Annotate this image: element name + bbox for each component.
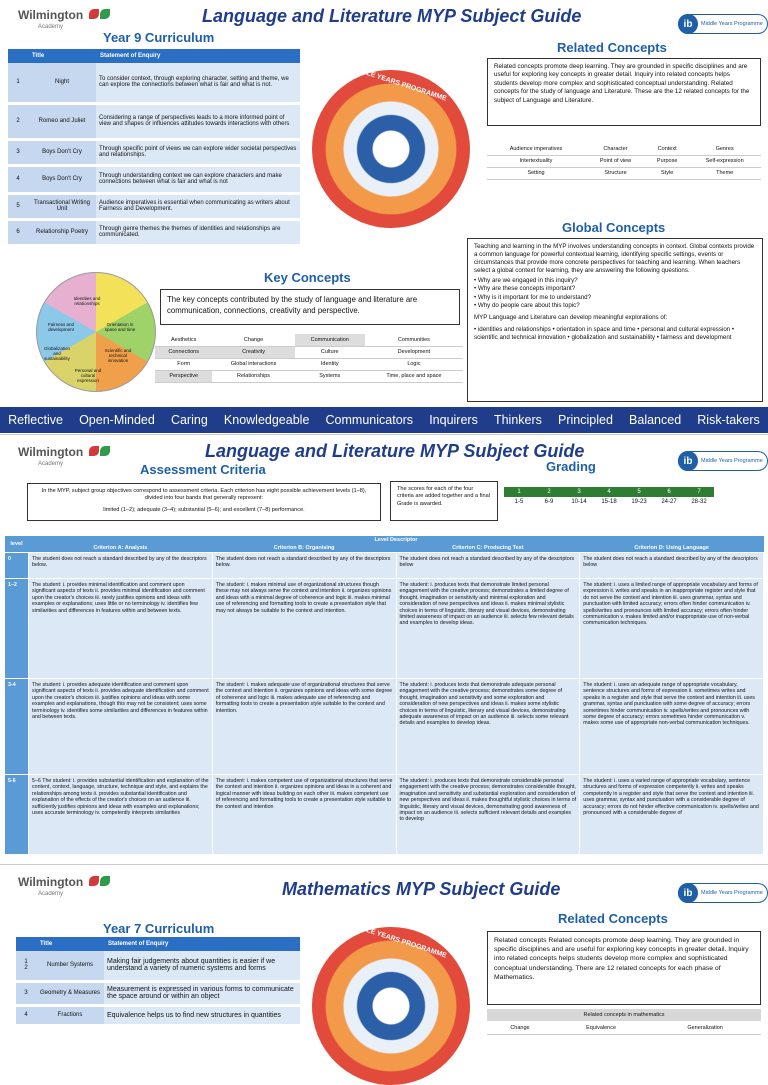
descriptor-cell: The student: i. makes minimal use of organizational structures though these may not always serve the context and intention ii. organizes opinions and ideas with a minimal degree of coherence and logic iii. makes minimal use of referencing and formatting tools to create a presentation style that may not always be suitable to the context and intention. [212,579,396,679]
school-logo [18,443,110,467]
related-concepts-text: Related concepts promote deep learning. They are grounded in specific disciplines and are useful for exploring key concepts in greater detail. Inquiry into related concepts helps students develop more complex and sophisticated conceptual understanding. Related concepts for the study of language and Literature. These are the 12 related concepts for the subject of Language and Literature. [487,58,761,126]
descriptor-cell: The student: i. provides minimal identification and comment upon significant aspects of texts ii. provides minimal identification and comment upon the creator's choices iii. rarely justifies opinions and ideas with examples or explanations; uses little or no terminology iv. identifies few similarities and differences in features within and between texts. [29,579,213,679]
table-row [5,579,764,679]
key-concepts-heading: Key Concepts [264,270,351,285]
page-title: Language and Literature MYP Subject Guide [205,441,585,461]
profile-attribute: Inquirers [429,413,478,427]
assessment-heading: Assessment Criteria [140,462,266,477]
page-language-literature [0,0,768,403]
logo-subtext: Academy [38,891,64,897]
concept-cell: Generalization [649,1022,761,1034]
global-contexts-list: • identities and relationships • orientation in space and time • personal and cultural expression • scientific and technical innovation • globalization and sustainability • fairness and development [474,325,735,341]
global-bullet: • Why do people care about this topic? [474,301,580,309]
criterion-header: Criterion B: Organising [212,544,396,553]
logo-text: Wilmington [18,875,84,889]
logo-text: Wilmington [18,445,84,459]
logo-leaf-icon [89,446,99,456]
global-text-2: MYP Language and Literature can develop meaningful explorations of: [474,313,668,321]
learner-profile-bar [0,407,768,433]
page-title: Language and Literature MYP Subject Guide [202,6,582,26]
ib-icon: ib [678,14,698,34]
key-concept-cell: Perspective [155,370,212,382]
descriptor-cell: The student does not reach a standard described by any of the descriptors below. [212,553,396,579]
key-concept-cell: Logic [365,358,463,370]
page-title: Mathematics MYP Subject Guide [282,879,561,899]
grading-heading: Grading [546,459,596,474]
math-grid-title: Related concepts in mathematics [487,1009,761,1021]
globe-label: Scientific and technical innovation [104,348,132,363]
grade-range: 6-9 [544,499,554,505]
row-number-1: 1 [24,959,28,966]
criterion-header: Criterion D: Using Language [580,544,764,553]
table-row [8,219,300,245]
ib-icon: ib [678,883,698,903]
row-statement: To consider context, through exploring character, setting and theme, we can explore the connections between what is fair and what is not. [96,63,300,103]
concept-cell: Genres [688,143,761,155]
grade-range: 15-18 [601,499,617,505]
row-number: 4 [16,1005,36,1025]
grade-range: 24-27 [661,499,677,505]
row-statement: Through understanding context we can explore characters and make connections between what is fair and what is not [96,165,300,193]
ib-myp-logo [678,451,768,471]
descriptor-cell: The student: i. makes competent use of organizational structures that serve the context and intention ii. organizes opinions and ideas in a coherent and logical manner with ideas building on each other iii. makes competent use of referencing and formatting tools to create a presentation style suitable to the context and intention [212,775,396,855]
profile-attribute: Reflective [8,413,63,427]
row-title: Boys Don't Cry [28,139,96,165]
curriculum-heading: Year 7 Curriculum [103,921,215,936]
col-enquiry: Statement of Enquiry [96,49,300,63]
global-bullet: • Why are we engaged in this inquiry? [474,277,578,285]
key-concept-cell: Communication [295,334,365,346]
table-row [8,139,300,165]
logo-leaf-icon [100,9,110,19]
level-cell: 5-6 [5,775,29,855]
table-row [16,981,300,1005]
profile-attribute: Knowledgeable [223,413,310,427]
row-statement: Equivalence helps us to find new structures in quantities [104,1005,300,1025]
descriptor-cell: The student: i. uses an adequate range of appropriate vocabulary, sentence structures and forms of expression ii. sometimes writes and speaks in a register and style that serve the context and intention iii. uses grammar, syntax and punctuation with some degree of accuracy; errors sometimes hinder communication iv. spells/writes and pronounces with some degree of accuracy; errors sometimes hinder communication v. makes some use of appropriate non-verbal communication techniques. [580,679,764,775]
table-row [5,679,764,775]
row-statement: Audience imperatives is essential when communicating as writers about Fairness and Development. [96,193,300,219]
wheel-label: MIDDLE YEARS PROGRAMME [348,921,448,960]
concept-cell: Style [646,167,688,179]
table-row [5,553,764,579]
grade-range: 28-32 [691,499,707,505]
row-title: Romeo and Juliet [28,103,96,139]
col-enquiry: Statement of Enquiry [104,937,300,951]
level-header: level [5,536,29,553]
descriptor-cell: The student does not reach a standard described by any of the descriptors below [580,553,764,579]
row-number [16,951,36,981]
logo-leaf-icon [89,876,99,886]
key-concept-cell: Aesthetics [155,334,212,346]
globe-label: Fairness and development [47,322,74,332]
logo-subtext: Academy [38,461,64,467]
logo-leaf-icon [89,9,99,19]
table-row [5,775,764,855]
key-concept-cell: Systems [295,370,365,382]
row-title: Number Systems [36,951,104,981]
descriptor-cell: The student: i. produces texts that demonstrate considerable personal engagement with the creative process; demonstrates considerable thought, imagination and sensitivity and substantial exploration and consideration of new perspectives and ideas ii. makes thoughtful stylistic choices in terms of linguistic, literary and visual devices, demonstrating good awareness of impact on an audience iii. selects sufficient relevant details and examples to develop [396,775,580,855]
global-concepts-box [467,238,763,402]
assessment-text: In the MYP, subject group objectives correspond to assessment criteria. Each criterion has eight possible achievement levels (1–8), divided into four bands that generally represent: [41,488,367,502]
grade-range: 19-23 [631,499,647,505]
logo-subtext: Academy [38,24,64,30]
ib-logo-text: Middle Years Programme [701,458,763,464]
related-concepts-grid [487,143,761,180]
profile-attribute: Risk-takers [697,413,760,427]
key-concept-cell: Global interactions [212,358,294,370]
row-title: Transactional Writing Unit [28,193,96,219]
profile-attribute: Communicators [325,413,414,427]
table-row [8,103,300,139]
row-title: Geometry & Measures [36,981,104,1005]
key-concept-cell: Time, place and space [365,370,463,382]
myp-programme-wheel [312,927,470,1085]
assessment-text-box [27,483,381,521]
descriptor-cell: The student: i. uses a varied range of appropriate vocabulary, sentence structures and forms of expression competently ii. writes and speaks competently in a register and style that serve the context and intention iii. uses grammar, syntax and punctuation with a considerable degree of accuracy; errors do not hinder effective communication iv. spells/writes and pronounced with a considerable degree of [580,775,764,855]
grade-range: 10-14 [571,499,587,505]
profile-attribute: Balanced [629,413,682,427]
global-bullet: • Why are these concepts important? [474,285,576,293]
concept-cell: Setting [487,167,585,179]
row-statement: Making fair judgements about quantities is easier if we understand a variety of numeric systems and forms [104,951,300,981]
col-title: Title [36,937,104,951]
table-row [8,63,300,103]
concept-cell: Self-expression [688,155,761,167]
globe-label: Personal and cultural expression [74,368,102,383]
descriptor-cell: The student: i. uses a limited range of appropriate vocabulary and forms of expression ii. writes and speaks in an inappropriate register and style that do not serve the context and intention iii. uses grammar, syntax and punctuation with limited accuracy; errors often hinder communication iv. spells/writes and pronounces with limited accuracy; errors often hinder communication v. makes limited and/or inappropriate use of non-verbal communication techniques. [580,579,764,679]
row-title: Fractions [36,1005,104,1025]
profile-attribute: Open-Minded [79,413,155,427]
school-logo [18,6,110,30]
key-concept-cell: Communities [365,334,463,346]
ib-icon: ib [678,451,698,471]
row-number: 5 [8,193,28,219]
row-number: 3 [16,981,36,1005]
key-concepts-text: The key concepts contributed by the study of language and literature are communication, connections, creativity and perspective. [160,289,460,325]
key-concept-cell: Connections [155,346,212,358]
row-statement: Through genre themes the themes of identities and relationships are communicated. [96,219,300,245]
profile-attribute: Caring [170,413,208,427]
level-cell: 0 [5,553,29,579]
table-row [8,165,300,193]
criterion-header: Criterion C: Producing Text [396,544,580,553]
grade-range: 1-5 [514,499,524,505]
concept-cell: Change [487,1022,553,1034]
global-bullet: • Why is it important for me to understand? [474,293,592,301]
global-concepts-heading: Global Concepts [562,220,666,235]
level-descriptor-table [4,536,764,855]
row-statement: Considering a range of perspectives leads to a more informed point of view and shapes or influences attitudes towards interactions with others [96,103,300,139]
row-title: Boys Don't Cry [28,165,96,193]
page-assessment [0,434,768,864]
globe-label: Globalization and sustainability [43,346,70,361]
page-mathematics [0,864,768,1031]
col-title: Title [28,49,96,63]
ib-logo-text: Middle Years Programme [701,890,763,896]
level-cell: 1–2 [5,579,29,679]
level-cell: 3-4 [5,679,29,775]
level-descriptor-header: Level Descriptor [29,536,764,544]
key-concept-cell: Development [365,346,463,358]
ib-myp-logo [678,14,768,34]
math-related-grid [487,1022,761,1035]
descriptor-cell: The student does not reach a standard described by any of the descriptors below. [29,553,213,579]
curriculum-table [8,49,300,247]
row-statement: Measurement is expressed in various forms to communicate the space around or within an object [104,981,300,1005]
key-concept-cell: Identity [295,358,365,370]
table-row [16,951,300,981]
descriptor-cell: The student does not reach a standard described by any of the descriptors below [396,553,580,579]
grade-cell: 3 [564,487,594,497]
row-statement: Through specific point of views we can explore wider societal perspectives and relationships. [96,139,300,165]
concept-cell: Context [646,143,688,155]
grade-cell: 5 [624,487,654,497]
related-concepts-heading: Related Concepts [558,911,668,926]
row-title: Night [28,63,96,103]
ib-myp-logo [678,883,768,903]
school-logo [18,873,110,897]
grade-cell: 2 [534,487,564,497]
key-concept-cell: Relationships [212,370,294,382]
assessment-bands: limited (1–2); adequate (3–4); substantial (5–6); and excellent (7–8) performance. [103,506,305,513]
grade-cell: 6 [654,487,684,497]
logo-leaf-icon [100,876,110,886]
descriptor-cell: The student: i. produces texts that demonstrate limited personal engagement with the creative process; demonstrates a limited degree of thought, imagination or sensitivity and minimal exploration and consideration of new perspectives and ideas ii. makes minimal stylistic choices in terms of linguistic, literary and visual devices, demonstrating limited awareness of impact on an audience iii. selects few relevant details and examples to develop ideas. [396,579,580,679]
globe-label: Orientation in space and time [104,322,136,332]
row-number-2: 2 [24,965,28,972]
row-number: 1 [8,63,28,103]
grade-cell: 1 [504,487,534,497]
row-number: 6 [8,219,28,245]
concept-cell: Structure [585,167,646,179]
related-concepts-text: Related concepts Related concepts promote deep learning. They are grounded in specific disciplines and are useful for exploring key concepts in greater detail. Inquiry into related concepts helps students develop more complex and sophisticated conceptual understanding. There are 12 related concepts for each phase of Mathematics. [487,931,761,1005]
key-concept-cell: Change [212,334,294,346]
key-concepts-grid [155,334,463,383]
concept-cell: Point of view [585,155,646,167]
math-curriculum-table [16,937,300,1027]
concept-cell: Purpose [646,155,688,167]
curriculum-heading: Year 9 Curriculum [103,30,215,45]
descriptor-cell: 5–6 The student: i. provides substantial identification and explanation of the content, context, language, structure, technique and style, and explains the relationships among texts ii. provides substantial identification and explanation of the effects of the creator's choices on an audience iii. sufficiently justifies opinions and ideas with examples and explanations; uses accurate terminology iv. competently interprets similarities [29,775,213,855]
grading-table [504,487,714,507]
concept-cell: Equivalence [553,1022,649,1034]
concept-cell: Audience imperatives [487,143,585,155]
related-concepts-heading: Related Concepts [557,40,667,55]
key-concept-cell: Culture [295,346,365,358]
ib-logo-text: Middle Years Programme [701,21,763,27]
key-concept-cell: Form [155,358,212,370]
myp-programme-wheel [312,70,470,228]
row-title: Relationship Poetry [28,219,96,245]
logo-leaf-icon [100,446,110,456]
descriptor-cell: The student: i. provides adequate identification and comment upon significant aspects of texts ii. provides adequate identification and comment upon the creator's choices iii. justifies opinions and ideas with some examples and explanations, though this may not be consistent; uses some terminology iv. identifies some similarities and differences in features within and between texts. [29,679,213,775]
global-text: Teaching and learning in the MYP involves understanding concepts in context. Global contexts provide a common language for powerful contextual learning, identifying specific settings, events or circumstances that provide more concrete perspectives for teaching and learning. When teachers select a global context for learning, they are answering the following questions. [474,243,755,275]
concept-cell: Intertextuality [487,155,585,167]
row-number: 4 [8,165,28,193]
profile-attribute: Principled [558,413,613,427]
grade-cell: 7 [684,487,714,497]
grading-text: The scores for each of the four criteria are added together and a final Grade is awarded. [390,481,498,521]
criterion-header: Criterion A: Analysis [29,544,213,553]
row-number: 2 [8,103,28,139]
logo-text: Wilmington [18,8,84,22]
row-number: 3 [8,139,28,165]
key-concept-cell: Creativity [212,346,294,358]
descriptor-cell: The student: i. makes adequate use of organizational structures that serve the context and intention ii. organizes opinions and ideas with some degree of coherence and logic iii. makes adequate use of referencing and formatting tools to create a presentation style suitable to the context and intention. [212,679,396,775]
grade-cell: 4 [594,487,624,497]
profile-attribute: Thinkers [493,413,542,427]
concept-cell: Character [585,143,646,155]
table-row [16,1005,300,1025]
globe-label: Identities and relationships [73,296,101,306]
table-row [8,193,300,219]
wheel-label: MIDDLE YEARS PROGRAMME [348,64,448,103]
descriptor-cell: The student: i. produces texts that demonstrate adequate personal engagement with the creative process; demonstrates some degree of thought, imagination and sensitivity and some exploration and consideration of new perspectives and ideas ii. makes some stylistic choices in terms of linguistic, literary and visual devices, demonstrating adequate awareness of impact on an audience iii. selects some relevant details and examples to develop ideas. [396,679,580,775]
concept-cell: Theme [688,167,761,179]
